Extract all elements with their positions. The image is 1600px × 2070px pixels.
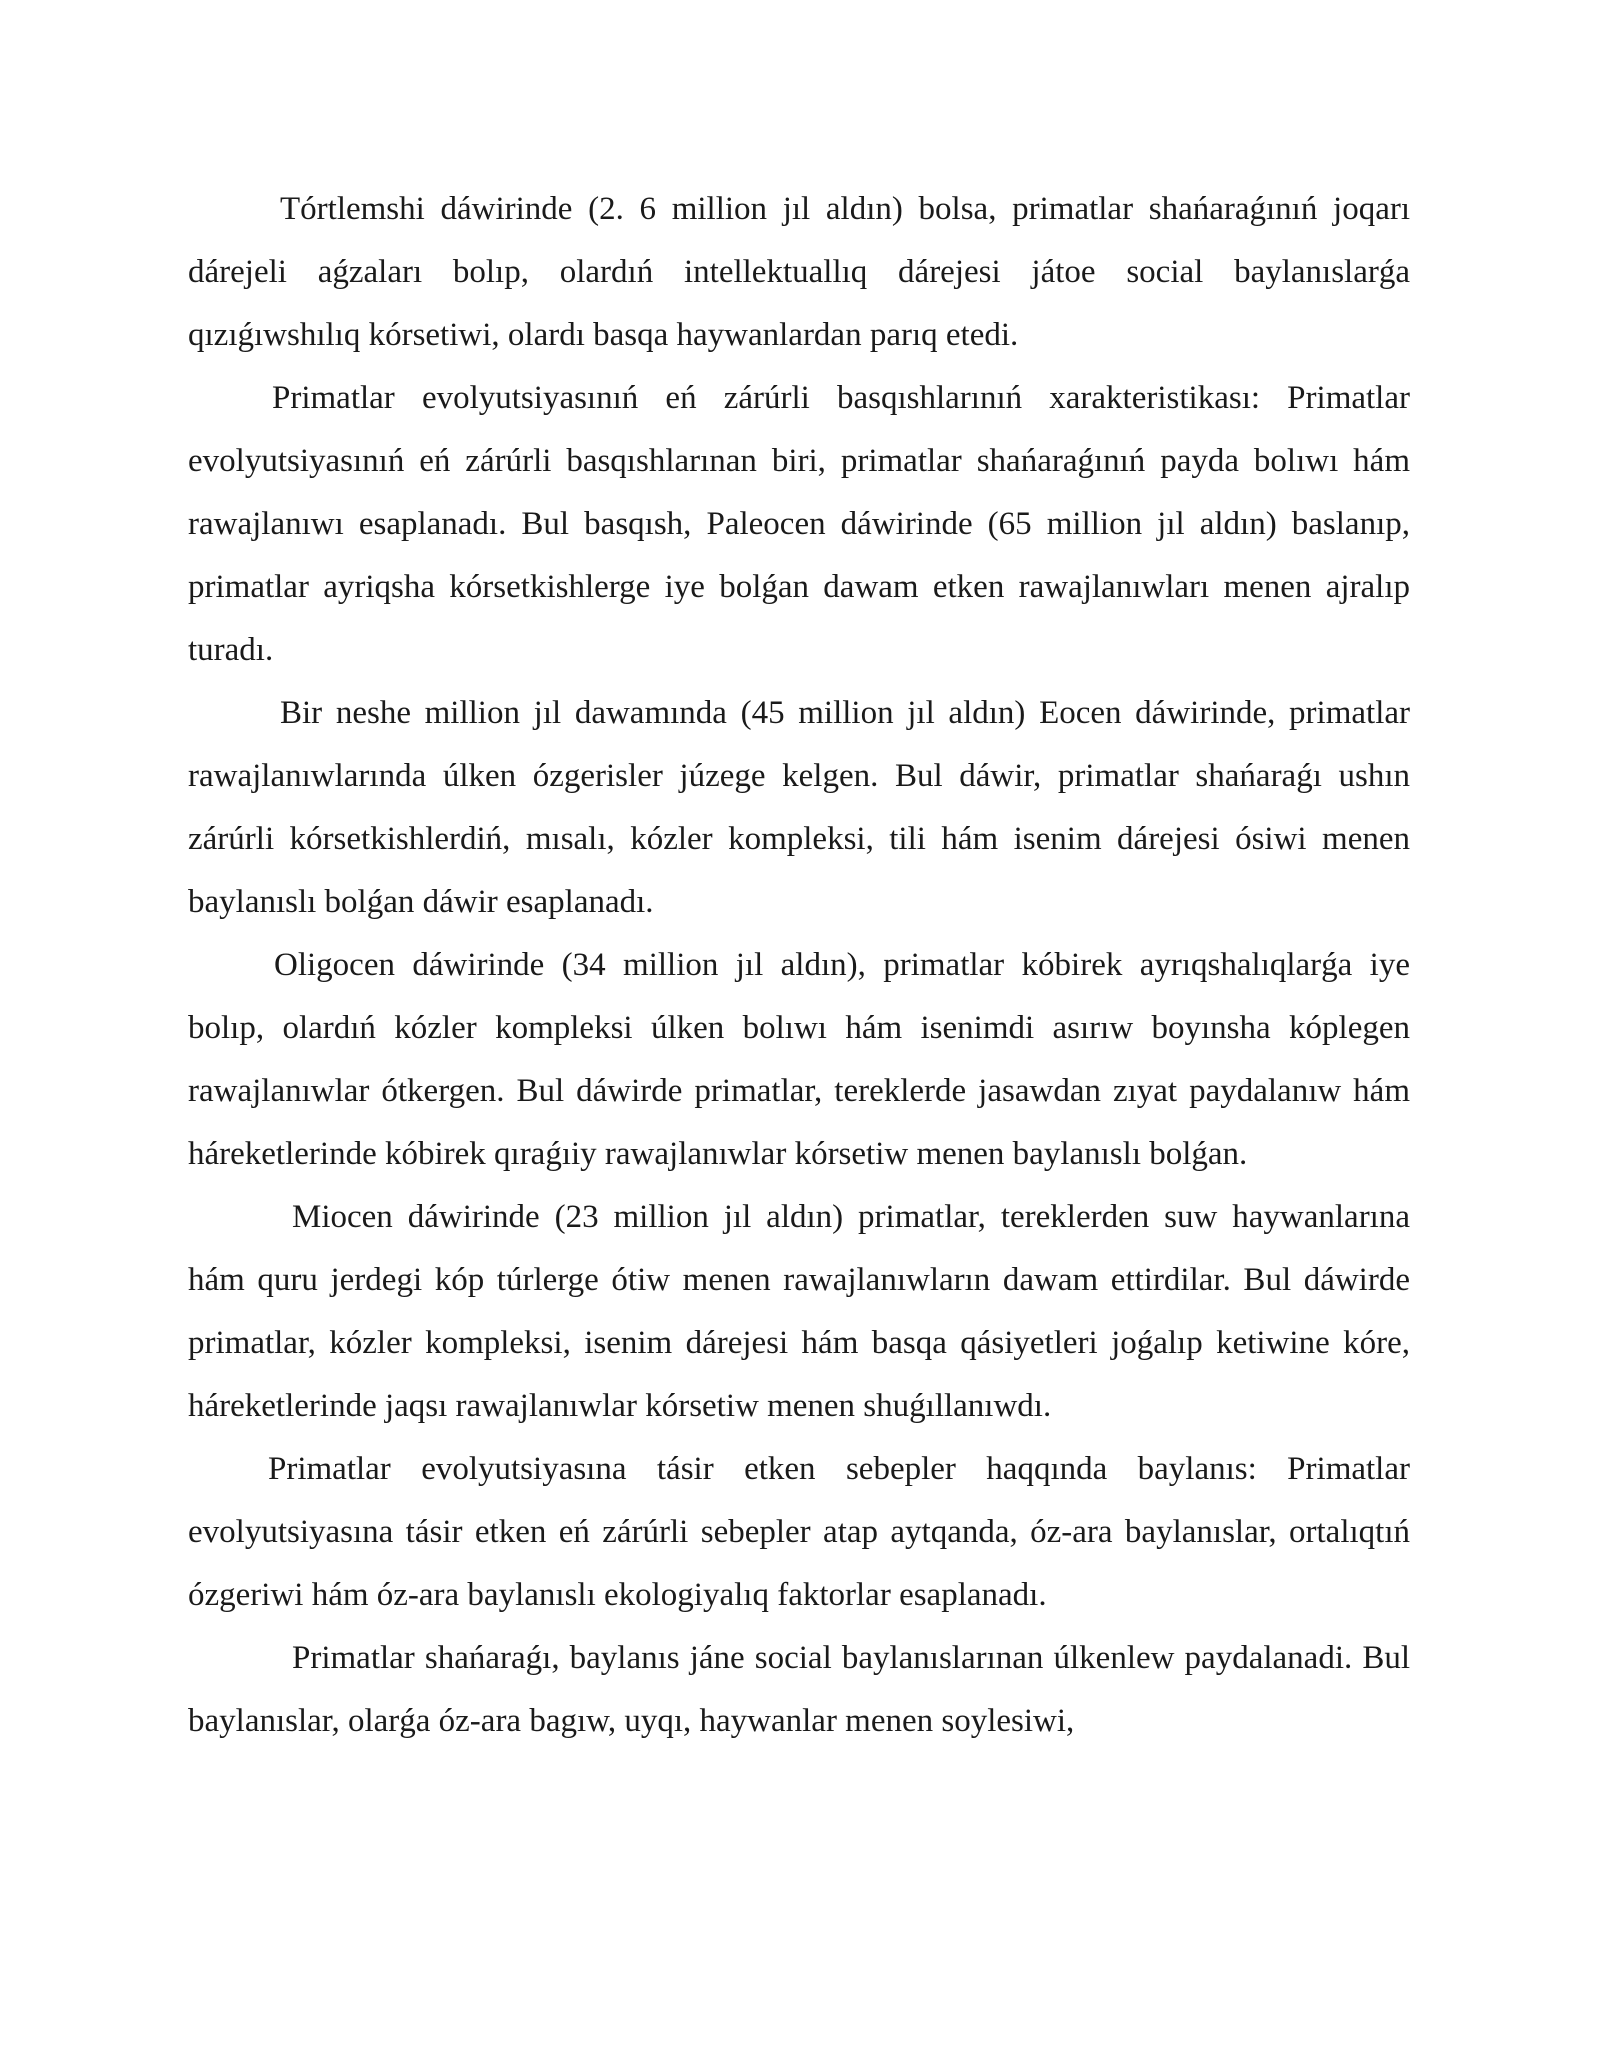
paragraph-miocen: Miocen dáwirinde (23 million jıl aldın) primatlar, tereklerden suw haywanlarına hám quru jerdegi kóp túrlerge ótiw menen rawajlanıwların dawam ettirdilar. Bul dáwirde primatlar, kózler kompleksi, isenim dárejesi hám basqa qásiyetleri joǵalıp ketiwine kóre, háreketlerinde jaqsı rawajlanıwlar kórsetiw menen shuǵıllanıwdı.	[188, 1199, 1410, 1424]
paragraph-eocen: Bir neshe million jıl dawamında (45 million jıl aldın) Eocen dáwirinde, primatlar rawajlanıwlarında úlken ózgerisler júzege kelgen. Bul dáwir, primatlar shańaraǵı ushın zárúrli kórsetkishlerdiń, mısalı, kózler kompleksi, tili hám isenim dárejesi ósiwi menen baylanıslı bolǵan dáwir esaplanadı.	[188, 695, 1410, 920]
paragraph-social-ties: Primatlar shańaraǵı, baylanıs jáne social baylanıslarınan úlkenlew paydalanadi. Bul baylanıslar, olarǵa óz-ara bagıw, uyqı, haywanlar menen soylesiwi,	[188, 1640, 1410, 1739]
paragraph-oligocen: Oligocen dáwirinde (34 million jıl aldın), primatlar kóbirek ayrıqshalıqlarǵa iye bolıp, olardıń kózler kompleksi úlken bolıwı hám isenimdi asırıw boyınsha kóplegen rawajlanıwlar ótkergen. Bul dáwirde primatlar, tereklerde jasawdan zıyat paydalanıw hám háreketlerinde kóbirek qıraǵıiy rawajlanıwlar kórsetiw menen baylanıslı bolǵan.	[188, 947, 1410, 1172]
document-body	[188, 178, 1410, 1753]
paragraph-evolution-causes: Primatlar evolyutsiyasına tásir etken sebepler haqqında baylanıs: Primatlar evolyutsiyasına tásir etken eń zárúrli sebepler atap aytqanda, óz-ara baylanıslar, ortalıqtıń ózgeriwi hám óz-ara baylanıslı ekologiyalıq faktorlar esaplanadı.	[188, 1451, 1410, 1613]
paragraph-evolution-stages: Primatlar evolyutsiyasınıń eń zárúrli basqıshlarınıń xarakteristikası: Primatlar evolyutsiyasınıń eń zárúrli basqıshlarınan biri, primatlar shańaraǵınıń payda bolıwı hám rawajlanıwı esaplanadı. Bul basqısh, Paleocen dáwirinde (65 million jıl aldın) baslanıp, primatlar ayriqsha kórsetkishlerge iye bolǵan dawam etken rawajlanıwları menen ajralıp turadı.	[188, 380, 1410, 668]
paragraph-tortlemshi: Tórtlemshi dáwirinde (2. 6 million jıl aldın) bolsa, primatlar shańaraǵınıń joqarı dárejeli aǵzaları bolıp, olardıń intellektuallıq dárejesi játoe social baylanıslarǵa qızıǵıwshılıq kórsetiwi, olardı basqa haywanlardan parıq etedi.	[188, 191, 1410, 353]
